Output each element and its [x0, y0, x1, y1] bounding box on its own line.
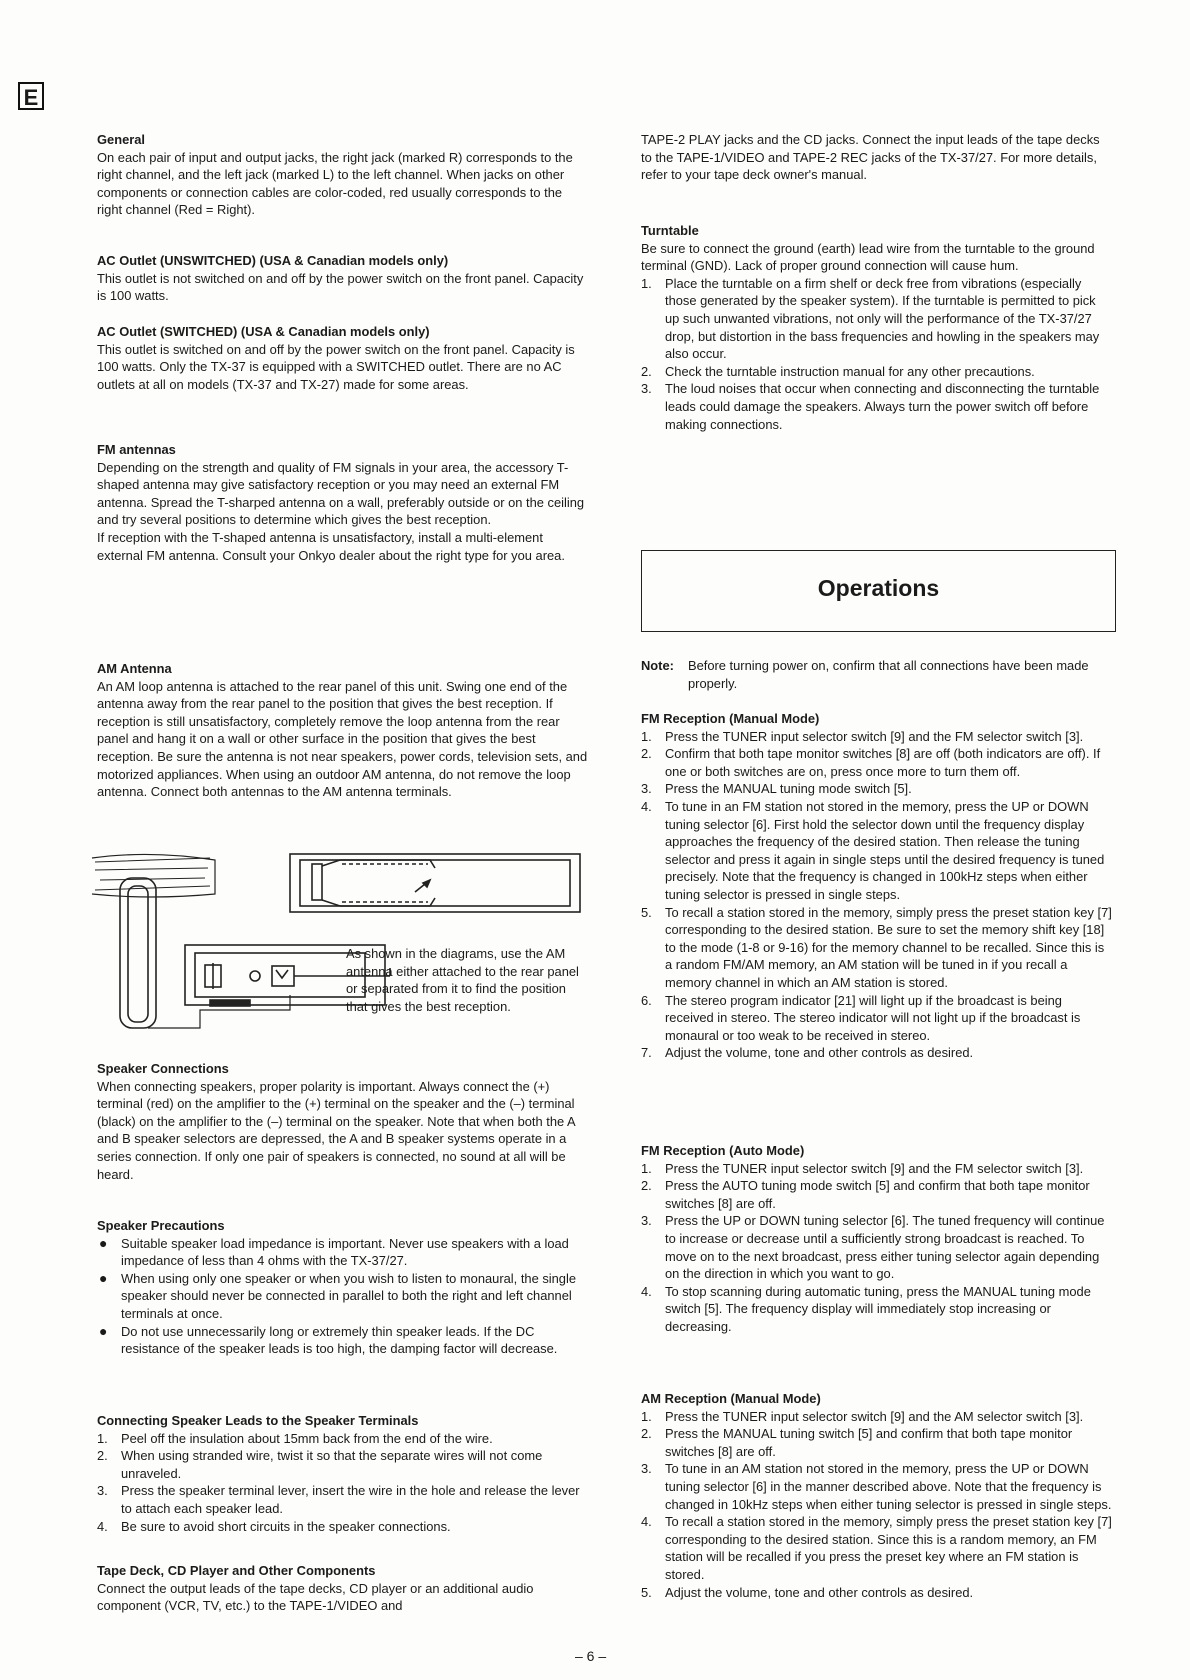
section-heading: Connecting Speaker Leads to the Speaker Terminals [97, 1413, 419, 1428]
tape-deck-section [97, 1562, 589, 1615]
turntable-section [641, 222, 1113, 433]
list-item: 2. Confirm that both tape monitor switches [8] are off (both indicators are off). If one or both switches are on, press once more to turn them off. [641, 746, 1101, 779]
section-text: This outlet is not switched on and off by the power switch on the front panel. Capacity is 100 watts. [97, 270, 584, 304]
list-item: 1. Press the TUNER input selector switch [9] and the FM selector switch [3]. [641, 728, 1084, 744]
section-heading: Speaker Connections [97, 1061, 229, 1076]
section-heading: AC Outlet (UNSWITCHED) (USA & Canadian models only) [97, 253, 449, 268]
list-item: 3. To tune in an AM station not stored in the memory, press the UP or DOWN tuning selector [6] in the manner described above. Note that the frequency is changed in 10kHz steps when either tuning selector is pressed in single steps. [641, 1461, 1112, 1512]
list-item: 4. To tune in an FM station not stored in the memory, press the UP or DOWN tuning selector [6]. First hold the selector down until the frequency display approaches the frequency of the desired station. Then release the tuning selector and press it again in single steps until the desired frequency is tuned precisely. Note that the frequency is changed in 100kHz steps when either tuning selector is pressed in single steps. [641, 798, 1105, 902]
section-text: Connect the output leads of the tape decks, CD player or an additional audio component (VCR, TV, etc.) to the TAPE-1/VIDEO and [97, 1580, 534, 1614]
note-label: Note: [641, 658, 674, 673]
list-item: 2. Press the AUTO tuning mode switch [5] and confirm that both tape monitor switches [8] are off. [641, 1178, 1090, 1211]
list-item: ● When using only one speaker or when you wish to listen to monaural, the single speaker should never be connected in parallel to both the right and left channel terminals at once. [99, 1269, 577, 1321]
section-heading: AM Reception (Manual Mode) [641, 1391, 821, 1406]
section-text: An AM loop antenna is attached to the rear panel of this unit. Swing one end of the antenna away from the rear panel to the position that gives the best reception. If reception is still unsatisfactory, completely remove the loop antenna from the rear panel and hang it on a wall or other surface in the position that gives the best reception. Be sure the antenna is not near speakers, power cords, television sets, and motorized appliances. When using an outdoor AM antenna, do not remove the loop antenna. Connect both antennas to the AM antenna terminals. [97, 678, 588, 800]
speaker-leads-section [97, 1412, 589, 1535]
section-text: On each pair of input and output jacks, the right jack (marked R) corresponds to the right channel, and the left jack (marked L) to the left channel. When jacks on other components or connection cables are color-coded, red usually corresponds to the right channel (Red = Right). [97, 149, 573, 218]
am-manual-section [641, 1390, 1113, 1601]
list-item: 5. Adjust the volume, tone and other controls as desired. [641, 1584, 974, 1600]
page-number: – 6 – [575, 1648, 607, 1664]
section-text: TAPE-2 PLAY jacks and the CD jacks. Connect the input leads of the tape decks to the TAPE-1/VIDEO and TAPE-2 REC jacks of the TX-37/27. For more details, refer to your tape deck owner's manual. [641, 132, 1100, 183]
ac-switched-section [97, 323, 589, 393]
list-item: 6. The stereo program indicator [21] will light up if the broadcast is being received in stereo. The stereo indicator will not light up if the broadcast is monaural or too weak to be received in stereo. [641, 992, 1081, 1043]
list-item: 5. To recall a station stored in the memory, simply press the preset station key [7] corresponding to the desired station. Be sure to set the memory shift key [18] to the mode (1-8 or 9-16) for the memory channel to be recalled. Since this is a random FM/AM memory, an AM station will be tuned in if you recall a memory channel in which an AM station is stored. [641, 904, 1112, 990]
section-heading: General [97, 132, 146, 147]
list-item: 7. Adjust the volume, tone and other controls as desired. [641, 1045, 974, 1061]
section-heading: Tape Deck, CD Player and Other Components [97, 1563, 376, 1578]
list-item: 1. Peel off the insulation about 15mm back from the end of the wire. [97, 1430, 493, 1446]
steps-list [97, 1430, 589, 1536]
section-heading: AC Outlet (SWITCHED) (USA & Canadian models only) [97, 324, 430, 339]
section-heading: Speaker Precautions [97, 1218, 225, 1233]
fm-antennas-section [97, 441, 589, 564]
list-item: 4. Be sure to avoid short circuits in the speaker connections. [97, 1518, 451, 1534]
general-section [97, 131, 589, 219]
diagram-caption: As shown in the diagrams, use the AM antenna either attached to the rear panel or separated from it to find the position that gives the best reception. [346, 946, 579, 1014]
operations-title: Operations [817, 575, 940, 601]
speaker-connections-section [97, 1060, 589, 1183]
fm-auto-section [641, 1142, 1113, 1336]
bullet-icon: ● [99, 1234, 108, 1251]
list-item: 3. The loud noises that occur when connecting and disconnecting the turntable leads could damage the speakers. Always turn the power switch off before making connections. [641, 381, 1100, 432]
section-text: Depending on the strength and quality of FM signals in your area, the accessory T-shaped antenna may give satisfactory reception or you may need an external FM antenna. Spread the T-sharped antenna on a wall, preferably outside or on the ceiling and try several positions to determine which gives the best reception. [97, 459, 585, 528]
list-item: 3. Press the MANUAL tuning mode switch [5]. [641, 781, 912, 797]
note-text: Before turning power on, confirm that all connections have been made properly. [688, 658, 1089, 691]
section-heading: FM Reception (Auto Mode) [641, 1143, 805, 1158]
section-heading: Turntable [641, 223, 699, 238]
steps-list [641, 1408, 1113, 1602]
steps-list [641, 728, 1113, 1062]
fm-manual-section [641, 710, 1113, 1062]
section-text: When connecting speakers, proper polarity is important. Always connect the (+) terminal (red) on the amplifier to the (+) terminal on the speaker and the (–) terminal (black) on the amplifier to the (–) terminal on the speaker. Note that when both the A and B speaker selectors are depressed, the A and B speaker systems operate in a series connection. If only one pair of speakers is connected, no sound at all will be heard. [97, 1078, 575, 1182]
speaker-precautions-section [97, 1217, 589, 1358]
list-item: ● Suitable speaker load impedance is important. Never use speakers with a load impedance of less than 4 ohms with the TX-37/27. [99, 1234, 569, 1269]
section-text: This outlet is switched on and off by the power switch on the front panel. Capacity is 100 watts. Only the TX-37 is equipped with a SWITCHED outlet. There are no AC outlets at all on models (TX-37 and TX-27) made for some areas. [97, 341, 575, 392]
list-item: 3. Press the UP or DOWN tuning selector [6]. The tuned frequency will continue to increase or decrease until a sufficiently strong broadcast is reached. To move on to the next broadcast, press either tuning selector again depending on the direction in which you want to go. [641, 1213, 1105, 1282]
section-heading: FM Reception (Manual Mode) [641, 711, 820, 726]
list-item: 4. To recall a station stored in the memory, simply press the preset station key [7] corresponding to the desired station. Since this is a random memory, an FM station will be recalled if you press the preset key where an FM station is stored. [641, 1514, 1112, 1582]
section-heading: FM antennas [97, 442, 176, 457]
bullet-icon: ● [99, 1269, 108, 1286]
section-heading: AM Antenna [97, 661, 172, 676]
list-item: 4. To stop scanning during automatic tuning, press the MANUAL tuning mode switch [5]. The frequency display will immediately stop increasing or decreasing. [641, 1283, 1091, 1334]
list-item: 2. Press the MANUAL tuning switch [5] and confirm that both tape monitor switches [8] are off. [641, 1426, 1073, 1459]
am-antenna-section [97, 660, 589, 801]
section-text: Be sure to connect the ground (earth) lead wire from the turntable to the ground terminal (GND). Lack of proper ground connection will cause hum. [641, 240, 1095, 274]
ac-unswitched-section [97, 252, 589, 305]
operations-heading-box [641, 550, 1116, 632]
note-section [641, 657, 1113, 692]
list-item: 2. Check the turntable instruction manual for any other precautions. [641, 363, 1035, 379]
list-item: ● Do not use unnecessarily long or extremely thin speaker leads. If the DC resistance of the speaker leads is too high, the damping factor will decrease. [99, 1322, 558, 1357]
steps-list [641, 1160, 1113, 1336]
list-item: 2. When using stranded wire, twist it so that the separate wires will not come unraveled. [97, 1448, 543, 1481]
list-item: 1. Place the turntable on a firm shelf or deck free from vibrations (especially those generated by the speaker system). If the turntable is permitted to pick up such unwanted vibrations, not only will the performance of the TX-37/27 drop, but distortion in the bass frequencies and howling in the speakers may also occur. [641, 275, 1100, 362]
list-item: 1. Press the TUNER input selector switch [9] and the FM selector switch [3]. [641, 1160, 1084, 1176]
precautions-list [97, 1235, 589, 1358]
page-section-tag: E [18, 82, 44, 110]
steps-list [641, 275, 1113, 433]
bullet-icon: ● [99, 1322, 108, 1339]
section-text: If reception with the T-shaped antenna is unsatisfactory, install a multi-element external FM antenna. Consult your Onkyo dealer about the right type for you area. [97, 529, 565, 563]
list-item: 1. Press the TUNER input selector switch [9] and the AM selector switch [3]. [641, 1408, 1084, 1424]
tape-continued-section [641, 131, 1113, 184]
list-item: 3. Press the speaker terminal lever, insert the wire in the hole and release the lever to attach each speaker lead. [97, 1483, 580, 1516]
